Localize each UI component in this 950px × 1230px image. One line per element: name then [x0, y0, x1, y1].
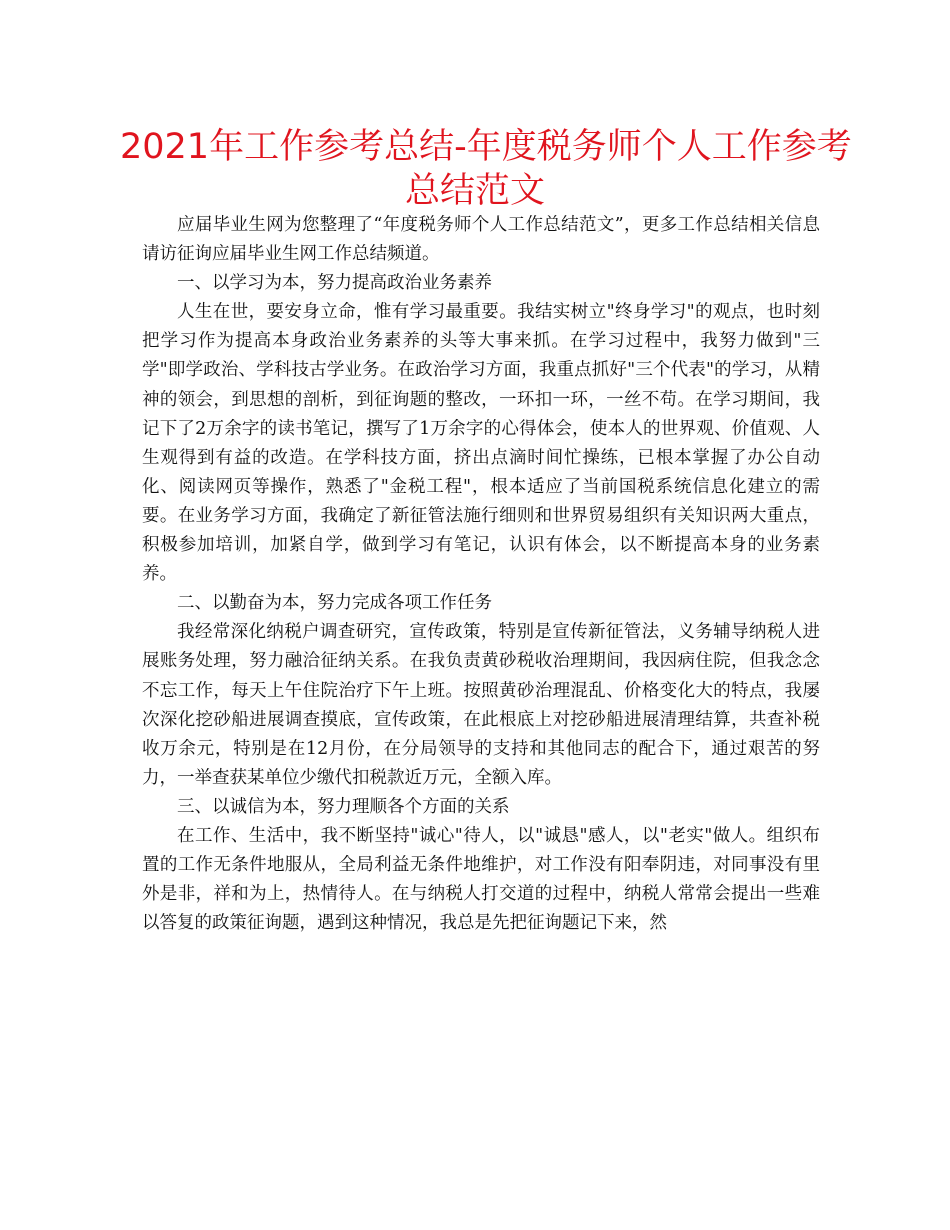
section-2-paragraph: 我经常深化纳税户调查研究，宣传政策，特别是宣传新征管法，义务辅导纳税人进展账务处理，努力融洽征纳关系。在我负责黄砂税收治理期间，我因病住院，但我念念不忘工作，每天上午住院治疗下午上班。按照黄砂治理混乱、价格变化大的特点，我屡次深化挖砂船进展调查摸底，宣传政策，在此根底上对挖砂船进展清理结算，共查补税收万余元，特别是在12月份，在分局领导的支持和其他同志的配合下，通过艰苦的努力，一举查获某单位少缴代扣税款近万元，全额入库。 [142, 622, 820, 788]
section-heading-2: 二、以勤奋为本，努力完成各项工作任务 [177, 593, 492, 614]
section-heading-1: 一、以学习为本，努力提高政治业务素养 [177, 273, 492, 294]
document-body [142, 211, 820, 938]
section-heading-3: 三、以诚信为本，努力理顺各个方面的关系 [177, 796, 510, 817]
section-3-paragraph: 在工作、生活中，我不断坚持"诚心"待人，以"诚恳"感人，以"老实"做人。组织布置的工作无条件地服从，全局利益无条件地维护，对工作没有阳奉阴违，对同事没有里外是非，祥和为上，热情待人。在与纳税人打交道的过程中，纳税人常常会提出一些难以答复的政策征询题，遇到这种情况，我总是先把征询题记下来，然 [142, 825, 820, 934]
document-title-line-1: 2021年工作参考总结-年度税务师个人工作参考 [120, 127, 852, 167]
intro-paragraph: 应届毕业生网为您整理了“年度税务师个人工作总结范文”，更多工作总结相关信息请访征询应届毕业生网工作总结频道。 [142, 215, 820, 265]
document-title-line-2: 总结范文 [404, 171, 545, 211]
section-1-paragraph: 人生在世，要安身立命，惟有学习最重要。我结实树立"终身学习"的观点，也时刻把学习作为提高本身政治业务素养的头等大事来抓。在学习过程中，我努力做到"三学"即学政治、学科技古学业务。在政治学习方面，我重点抓好"三个代表"的学习，从精神的领会，到思想的剖析，到征询题的整改，一环扣一环，一丝不苟。在学习期间，我记下了2万余字的读书笔记，撰写了1万余字的心得体会，使本人的世界观、价值观、人生观得到有益的改造。在学科技方面，挤出点滴时间忙操练，已根本掌握了办公自动化、阅读网页等操作，熟悉了"金税工程"，根本适应了当前国税系统信息化建立的需要。在业务学习方面，我确定了新征管法施行细则和世界贸易组织有关知识两大重点，积极参加培训，加紧自学，做到学习有笔记，认识有体会，以不断提高本身的业务素养。 [142, 302, 820, 585]
